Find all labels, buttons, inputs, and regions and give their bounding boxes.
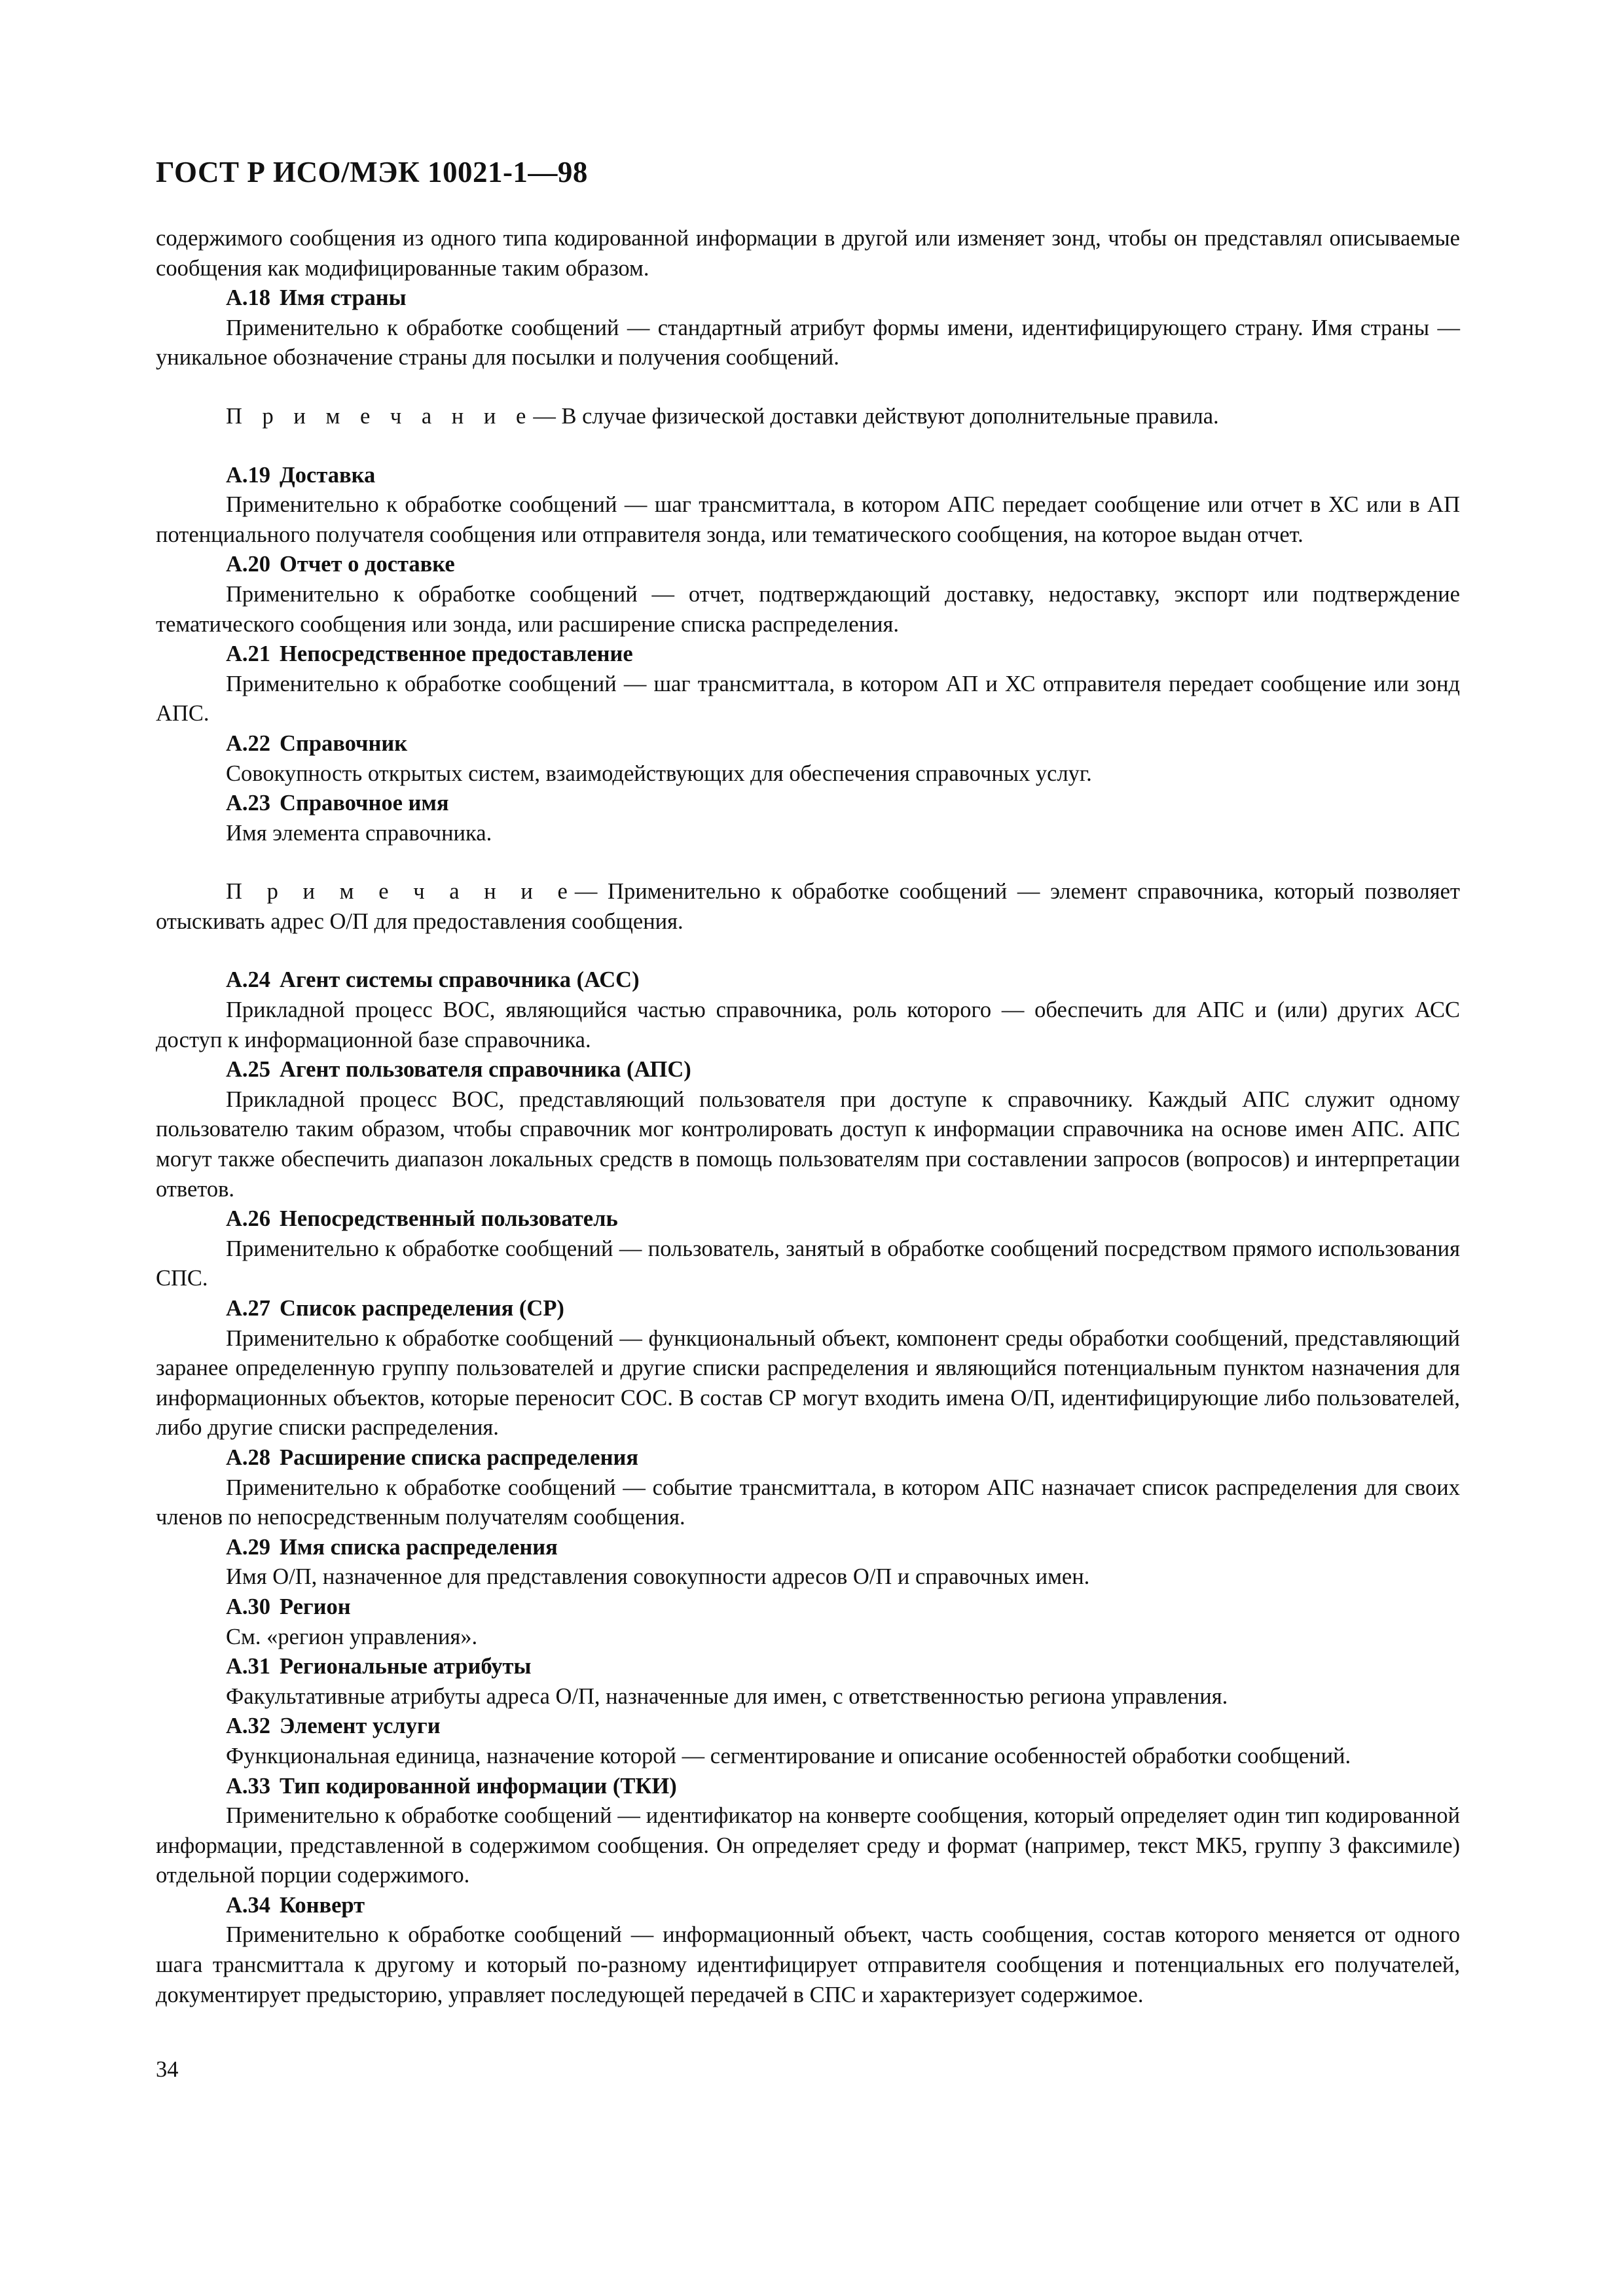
term-number: А.24 <box>226 967 271 993</box>
term-number: А.19 <box>226 462 271 488</box>
term-heading <box>226 1712 1460 1742</box>
term-number: А.29 <box>226 1534 271 1560</box>
term-definition: Прикладной процесс ВОС, являющийся частью справочника, роль которого — обеспечить для АПС и (или) других АСС доступ к информационной базе справочника. <box>156 997 1460 1052</box>
term-definition: Применительно к обработке сообщений — стандартный атрибут формы имени, идентифицирующего страну. Имя страны — уникальное обозначение страны для посылки и получения сообщений. <box>156 315 1460 370</box>
term-heading <box>226 1443 1460 1473</box>
note-label: П р и м е ч а н и е <box>226 879 575 905</box>
term-title: Конверт <box>280 1892 365 1918</box>
term-definition: Имя О/П, назначенное для представления совокупности адресов О/П и справочных имен. <box>226 1564 1090 1590</box>
term-definition: Имя элемента справочника. <box>226 820 492 846</box>
term-definition: Совокупность открытых систем, взаимодействующих для обеспечения справочных услуг. <box>226 761 1092 786</box>
term-heading <box>226 1772 1460 1802</box>
term-number: А.31 <box>226 1654 271 1679</box>
term-definition: Применительно к обработке сообщений — событие трансмиттала, в котором АПС назначает список распределения для своих членов по непосредственным получателям сообщения. <box>156 1475 1460 1530</box>
term-definition: Применительно к обработке сообщений — шаг трансмиттала, в котором АП и ХС отправителя передает сообщение или зонд АПС. <box>156 671 1460 726</box>
term-heading <box>226 461 1460 491</box>
term-title: Непосредственный пользователь <box>280 1206 618 1232</box>
term-title: Агент системы справочника (АСС) <box>280 967 640 993</box>
page-number: 34 <box>156 2057 179 2082</box>
term-definition: Применительно к обработке сообщений — шаг трансмиттала, в котором АПС передает сообщение или отчет в ХС или в АП потенциального получателя сообщения или отправителя зонда, или тематического сообщения, на которое выдан отчет. <box>156 492 1460 547</box>
note-text: — В случае физической доставки действуют дополнительные правила. <box>533 403 1219 429</box>
term-heading <box>226 1204 1460 1234</box>
term-definition: Факультативные атрибуты адреса О/П, назначенные для имен, с ответственностью региона управления. <box>226 1683 1228 1709</box>
term-title: Список распределения (СР) <box>280 1296 564 1321</box>
term-title: Агент пользователя справочника (АПС) <box>280 1057 691 1083</box>
term-heading <box>226 1055 1460 1085</box>
term-number: А.27 <box>226 1296 271 1321</box>
term-number: А.21 <box>226 641 271 667</box>
term-number: А.32 <box>226 1713 271 1739</box>
document-page <box>156 154 1460 2010</box>
document-header: ГОСТ Р ИСО/МЭК 10021-1—98 <box>156 156 588 188</box>
term-heading <box>226 1652 1460 1682</box>
term-number: А.20 <box>226 552 271 577</box>
document-body <box>156 224 1460 2010</box>
term-definition: Применительно к обработке сообщений — пользователь, занятый в обработке сообщений посредством прямого использования СПС. <box>156 1236 1460 1291</box>
term-number: А.25 <box>226 1057 271 1083</box>
term-heading <box>226 1891 1460 1921</box>
intro-paragraph: содержимого сообщения из одного типа кодированной информации в другой или изменяет зонд, чтобы он представлял описываемые сообщения как модифицированные таким образом. <box>156 226 1460 281</box>
term-number: А.22 <box>226 730 271 756</box>
term-title: Справочное имя <box>280 791 449 816</box>
term-title: Имя страны <box>280 285 407 311</box>
term-title: Отчет о доставке <box>280 552 455 577</box>
term-number: А.34 <box>226 1892 271 1918</box>
term-heading <box>226 965 1460 996</box>
term-heading <box>226 789 1460 819</box>
term-heading <box>226 550 1460 580</box>
term-heading <box>226 283 1460 314</box>
note-text: — Применительно к обработке сообщений — элемент справочника, который позволяет отыскивать адрес О/П для предоставления сообщения. <box>156 879 1460 934</box>
term-definition: Применительно к обработке сообщений — отчет, подтверждающий доставку, недоставку, экспорт или подтверждение тематического сообщения или зонда, или расширение списка распределения. <box>156 581 1460 637</box>
term-heading <box>226 729 1460 759</box>
term-title: Региональные атрибуты <box>280 1654 532 1679</box>
note-label: П р и м е ч а н и е <box>226 403 534 429</box>
term-title: Доставка <box>280 462 376 488</box>
term-definition: Прикладной процесс ВОС, представляющий пользователя при доступе к справочнику. Каждый АПС служит одному пользователю таким образом, чтобы справочник мог контролировать доступ к информации справочника на основе имен АПС. АПС могут также обеспечить диапазон локальных средств в помощь пользователям при составлении запросов (вопросов) и интерпретации ответов. <box>156 1086 1460 1202</box>
term-title: Элемент услуги <box>280 1713 441 1739</box>
term-number: А.30 <box>226 1594 271 1619</box>
term-heading <box>226 1592 1460 1623</box>
term-title: Регион <box>280 1594 351 1619</box>
term-heading <box>226 639 1460 670</box>
term-number: А.26 <box>226 1206 271 1232</box>
term-heading <box>226 1294 1460 1324</box>
term-definition: Применительно к обработке сообщений — информационный объект, часть сообщения, состав которого меняется от одного шага трансмиттала к другому и который по-разному идентифицирует отправителя сообщения и потенциальных его получателей, документирует предысторию, управляет последующей передачей в СПС и характеризует содержимое. <box>156 1922 1460 2007</box>
term-number: А.33 <box>226 1773 271 1799</box>
term-note <box>156 877 1460 937</box>
term-title: Тип кодированной информации (ТКИ) <box>280 1773 677 1799</box>
term-definition: Применительно к обработке сообщений — функциональный объект, компонент среды обработки сообщений, представляющий заранее определенную группу пользователей и другие списки распределения и являющийся потенциальным пунктом назначения для информационных объектов, которые переносит СОС. В состав СР могут входить имена О/П, идентифицирующие либо пользователей, либо другие списки распределения. <box>156 1325 1460 1441</box>
term-title: Расширение списка распределения <box>280 1444 639 1470</box>
term-number: А.23 <box>226 791 271 816</box>
term-definition: См. «регион управления». <box>226 1624 478 1649</box>
term-title: Имя списка распределения <box>280 1534 558 1560</box>
term-heading <box>226 1533 1460 1563</box>
term-number: А.18 <box>226 285 271 311</box>
term-note <box>156 402 1460 432</box>
term-number: А.28 <box>226 1444 271 1470</box>
term-definition: Функциональная единица, назначение которой — сегментирование и описание особенностей обработки сообщений. <box>226 1743 1351 1768</box>
term-definition: Применительно к обработке сообщений — идентификатор на конверте сообщения, который определяет один тип кодированной информации, представленной в содержимом сообщения. Он определяет среду и формат (например, текст МК5, группу 3 факсимиле) отдельной порции содержимого. <box>156 1803 1460 1888</box>
term-title: Непосредственное предоставление <box>280 641 633 667</box>
term-title: Справочник <box>280 730 408 756</box>
